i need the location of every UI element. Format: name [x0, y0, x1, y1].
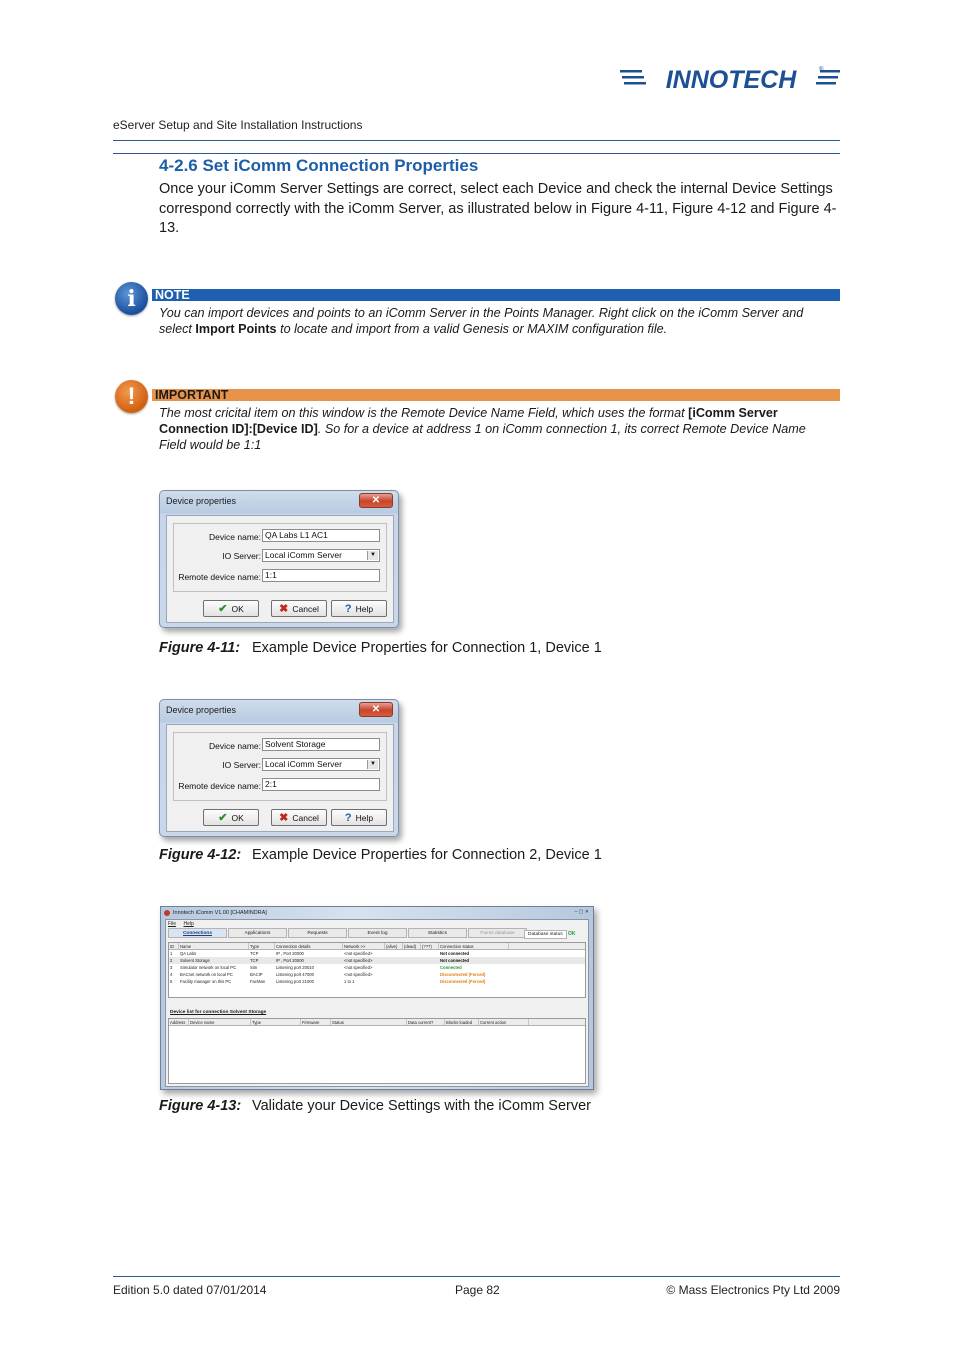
database-status-label: Database status: [524, 930, 567, 939]
ok-button[interactable]: ✔ OK: [203, 809, 259, 826]
column-header[interactable]: (dead): [403, 943, 421, 949]
check-icon: ✔: [218, 812, 228, 824]
remote-device-name-label: Remote device name:: [178, 781, 261, 791]
table-cell: Connected: [440, 965, 462, 970]
connections-header: [169, 943, 585, 950]
column-header[interactable]: Blocks loaded: [445, 1019, 479, 1025]
note-bold: Import Points: [195, 322, 277, 336]
important-text: The most cricital item on this window is the Remote Device Name Field, which uses the format [iComm Server Connection ID]:[Device ID]. So for a device at address 1 on iComm connection 1, its correct Remote Device Name Field would be 1:1: [159, 406, 806, 452]
section-title: 4-2.6 Set iComm Connection Properties: [159, 156, 479, 175]
table-cell: TCP: [250, 958, 259, 963]
column-header[interactable]: Connection status: [439, 943, 509, 949]
cancel-icon: ✖: [279, 603, 289, 615]
figure-4-13-caption: Figure 4-13: Validate your Device Settings with the iComm Server: [159, 1098, 592, 1114]
column-header[interactable]: Name: [179, 943, 249, 949]
device-properties-dialog-1: [159, 490, 399, 628]
column-header[interactable]: (???): [421, 943, 439, 949]
table-cell: [385, 957, 403, 964]
column-header[interactable]: Type: [251, 1019, 301, 1025]
section-body: Once your iComm Server Settings are correct, select each Device and check the internal Device Settings correspond correctly with the iComm Server, as illustrated below in Figure 4-11, Figure 4-12 and Figure 4-13.: [159, 181, 837, 236]
table-cell: Disconnected (Forced): [440, 979, 486, 984]
header-rule: [113, 140, 840, 141]
info-icon: i: [115, 282, 148, 315]
column-header[interactable]: Status: [331, 1019, 407, 1025]
table-cell: [421, 978, 439, 985]
table-cell: <not specified>: [344, 951, 373, 956]
table-cell: <not specified>: [344, 965, 373, 970]
cancel-button[interactable]: ✖ Cancel: [271, 809, 327, 826]
table-cell: [385, 964, 403, 971]
table-cell: Not connected: [440, 958, 470, 963]
table-cell: [385, 971, 403, 978]
table-cell: 5: [170, 979, 173, 984]
connections-table: [168, 942, 586, 998]
table-cell: QA Labs: [180, 951, 197, 956]
table-cell: IP , Port 20000: [276, 958, 304, 963]
table-cell: TCP: [250, 951, 259, 956]
device-name-label: Device name:: [209, 532, 261, 542]
menu-bar: [168, 921, 200, 927]
io-server-select[interactable]: Local iComm Server ▼: [262, 758, 380, 771]
table-cell: <not specified>: [344, 972, 373, 977]
cancel-icon: ✖: [279, 812, 289, 824]
table-cell: Listening port 20010: [276, 965, 314, 970]
io-server-label: IO Server:: [222, 760, 261, 770]
table-cell: Disconnected (Forced): [440, 972, 486, 977]
column-header[interactable]: Network >>: [343, 943, 385, 949]
table-row[interactable]: [169, 950, 585, 957]
remote-device-name-label: Remote device name:: [178, 572, 261, 582]
table-cell: [421, 964, 439, 971]
column-header[interactable]: Data current?: [407, 1019, 445, 1025]
menu-help[interactable]: Help: [183, 921, 194, 927]
table-cell: [421, 950, 439, 957]
table-cell: [385, 978, 403, 985]
tab-bar: [168, 928, 528, 938]
app-icon: [164, 910, 170, 916]
table-cell: Sim: [250, 965, 258, 970]
column-header[interactable]: ID: [169, 943, 179, 949]
table-row[interactable]: [169, 964, 585, 971]
table-cell: IP , Port 20000: [276, 951, 304, 956]
svg-text:INNOTECH: INNOTECH: [665, 66, 797, 94]
innotech-logo: [620, 62, 842, 96]
document-title: eServer Setup and Site Installation Instructions: [113, 118, 363, 132]
warning-icon: !: [115, 380, 148, 413]
table-cell: [403, 971, 421, 978]
footer-page-number: Page 82: [455, 1283, 500, 1297]
column-header[interactable]: Type: [249, 943, 275, 949]
footer-copyright: © Mass Electronics Pty Ltd 2009: [666, 1283, 840, 1297]
column-header[interactable]: Firmware: [301, 1019, 331, 1025]
tab-0[interactable]: Connections: [168, 928, 227, 938]
tab-3[interactable]: Event log: [348, 928, 407, 938]
table-cell: 4: [170, 972, 173, 977]
ok-button[interactable]: ✔ OK: [203, 600, 259, 617]
table-cell: Listening port 21000: [276, 979, 314, 984]
figure-4-11-caption: Figure 4-11: Example Device Properties for Connection 1, Device 1: [159, 640, 602, 656]
important-label: IMPORTANT: [152, 389, 840, 401]
check-icon: ✔: [218, 603, 228, 615]
remote-device-name-field[interactable]: 1:1: [262, 569, 380, 582]
device-list-table: [168, 1018, 586, 1084]
device-list-title: Device list for connection Solvent Storage: [170, 1010, 267, 1015]
table-cell: Solvent Storage: [180, 958, 210, 963]
important-bold: [iComm Server Connection ID]:[Device ID]: [159, 406, 778, 436]
table-cell: Not connected: [440, 951, 470, 956]
device-name-field[interactable]: Solvent Storage: [262, 738, 380, 751]
table-cell: FacMan: [250, 979, 266, 984]
table-cell: BACIP: [250, 972, 263, 977]
table-cell: Simulator network on local PC: [180, 965, 237, 970]
close-button[interactable]: ✕: [359, 702, 393, 717]
table-cell: Listening port 47000: [276, 972, 314, 977]
device-list-header: [169, 1019, 585, 1026]
device-properties-dialog-2: [159, 699, 399, 837]
dialog-title: Device properties: [166, 705, 237, 715]
table-cell: [421, 957, 439, 964]
table-cell: [385, 950, 403, 957]
note-label: NOTE: [152, 289, 840, 301]
chevron-down-icon: ▼: [367, 760, 378, 769]
footer-edition: Edition 5.0 dated 07/01/2014: [113, 1283, 267, 1297]
icomm-window: [160, 906, 594, 1090]
table-row[interactable]: [169, 957, 585, 964]
io-server-select[interactable]: Local iComm Server ▼: [262, 549, 380, 562]
chevron-down-icon: ▼: [367, 551, 378, 560]
table-row[interactable]: [169, 978, 585, 985]
table-cell: <not specified>: [344, 958, 373, 963]
column-header[interactable]: Current action: [479, 1019, 529, 1025]
device-name-field[interactable]: QA Labs L1 AC1: [262, 529, 380, 542]
table-cell: [403, 957, 421, 964]
tab-4[interactable]: Statistics: [408, 928, 467, 938]
table-cell: [403, 978, 421, 985]
help-button[interactable]: ? Help: [331, 809, 387, 826]
tab-1[interactable]: Applications: [228, 928, 287, 938]
table-cell: [403, 964, 421, 971]
table-cell: [403, 950, 421, 957]
io-server-label: IO Server:: [222, 551, 261, 561]
tab-2[interactable]: Requests: [288, 928, 347, 938]
note-text: You can import devices and points to an iComm Server in the Points Manager. Right click on the iComm Server and select Import Points to locate and import from a valid Genesis or MAXIM configuration file.: [159, 306, 804, 336]
svg-text:®: ®: [819, 67, 824, 73]
table-cell: 2: [170, 958, 173, 963]
tab-5[interactable]: Points database: [468, 928, 527, 938]
table-cell: BACnet network on local PC: [180, 972, 233, 977]
table-cell: Facility manager on this PC: [180, 979, 232, 984]
help-icon: ?: [344, 602, 352, 615]
device-name-label: Device name:: [209, 741, 261, 751]
database-status-value: OK: [568, 931, 576, 937]
table-cell: 1 to 1: [344, 979, 355, 984]
table-row[interactable]: [169, 971, 585, 978]
column-header[interactable]: Connection details: [275, 943, 343, 949]
section-rule: [113, 153, 840, 154]
window-title: Innotech iComm V1.00 [CHAMINDRA]: [173, 910, 267, 916]
help-icon: ?: [344, 811, 352, 824]
help-button[interactable]: ? Help: [331, 600, 387, 617]
dialog-title: Device properties: [166, 496, 237, 506]
menu-file[interactable]: File: [168, 921, 177, 927]
table-cell: 3: [170, 965, 173, 970]
footer-rule: [113, 1276, 840, 1277]
column-header[interactable]: Address: [169, 1019, 189, 1025]
column-header[interactable]: Device name: [189, 1019, 251, 1025]
remote-device-name-field[interactable]: 2:1: [262, 778, 380, 791]
column-header[interactable]: (alive): [385, 943, 403, 949]
window-controls[interactable]: – ▢ ✕: [574, 909, 589, 915]
close-button[interactable]: ✕: [359, 493, 393, 508]
table-cell: [421, 971, 439, 978]
table-cell: 1: [170, 951, 173, 956]
cancel-button[interactable]: ✖ Cancel: [271, 600, 327, 617]
figure-4-12-caption: Figure 4-12: Example Device Properties for Connection 2, Device 1: [159, 847, 602, 863]
